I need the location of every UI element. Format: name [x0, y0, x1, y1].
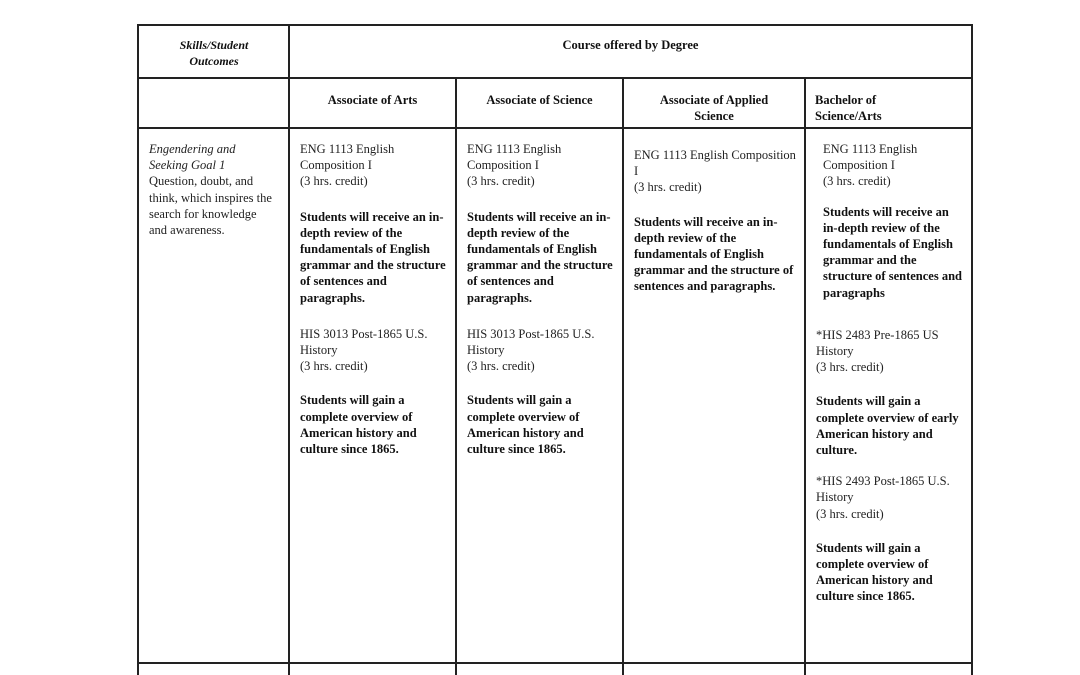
degree-header-aa: Associate of Arts [327, 93, 418, 107]
degree-header-as: Associate of Science [486, 93, 593, 107]
course-description: Students will gain a complete overview of American history and culture since 1865. [467, 393, 584, 457]
course-credit: (3 hrs. credit) [467, 174, 535, 189]
course-description: Students will gain a complete overview of early American history and culture. [816, 394, 959, 458]
table-col-divider-4 [804, 77, 806, 675]
course-description: Students will gain a complete overview of American history and culture since 1865. [816, 540, 933, 604]
degree-header-aas: Associate of Applied Science [659, 93, 769, 123]
outcome-title: Engendering and Seeking Goal 1 [149, 142, 236, 173]
outcome-description: Question, doubt, and think, which inspires the search for knowledge and awareness. [149, 174, 272, 238]
table-border-left [137, 24, 139, 675]
course-description: Students will receive an in-depth review of the fundamentals of English grammar and the structure of sentences and paragraphs. [300, 209, 446, 305]
table-rule-header [137, 77, 973, 79]
course-description: Students will gain a complete overview of American history and culture since 1865. [300, 393, 417, 457]
course-cell-as [467, 141, 615, 457]
corner-header: Skills/Student Outcomes [179, 38, 249, 68]
table-col-divider-2 [455, 77, 457, 675]
course-credit: (3 hrs. credit) [300, 174, 368, 189]
table-border-right [971, 24, 973, 675]
course-name: ENG 1113 English Composition I [467, 142, 562, 173]
span-header: Course offered by Degree [562, 38, 699, 52]
course-credit: (3 hrs. credit) [816, 506, 884, 521]
outcome-cell [149, 141, 277, 238]
course-credit: (3 hrs. credit) [467, 359, 535, 374]
course-name: *HIS 2493 Post-1865 U.S. History [816, 474, 950, 505]
course-cell-aas [634, 147, 796, 295]
course-credit: (3 hrs. credit) [300, 359, 368, 374]
course-name: ENG 1113 English Composition I [823, 142, 918, 173]
course-description: Students will receive an in-depth review of the fundamentals of English grammar and the structure of sentences and paragraphs. [467, 209, 613, 305]
course-credit: (3 hrs. credit) [816, 360, 884, 375]
course-credit: (3 hrs. credit) [823, 174, 891, 189]
course-cell-aa [300, 141, 448, 457]
course-description: Students will receive an in-depth review of the fundamentals of English grammar and the structure of sentences and paragraphs [823, 204, 962, 300]
course-credit: (3 hrs. credit) [634, 180, 702, 195]
course-description: Students will receive an in-depth review of the fundamentals of English grammar and the structure of sentences and paragraphs. [634, 214, 794, 294]
table-rule-degrees [137, 127, 973, 129]
course-name: *HIS 2483 Pre-1865 US History [816, 327, 939, 359]
degree-header-bsa: Bachelor of Science/Arts [815, 93, 882, 123]
table-col-divider-3 [622, 77, 624, 675]
course-cell-bsa [816, 141, 962, 605]
table-rule-bottom [137, 662, 973, 664]
course-name: ENG 1113 English Composition I [300, 142, 395, 173]
course-name: ENG 1113 English Composition I [634, 148, 796, 179]
table-col-divider-1 [288, 24, 290, 675]
course-name: HIS 3013 Post-1865 U.S. History [467, 326, 595, 358]
course-name: HIS 3013 Post-1865 U.S. History [300, 326, 428, 358]
table-border-top [137, 24, 973, 26]
